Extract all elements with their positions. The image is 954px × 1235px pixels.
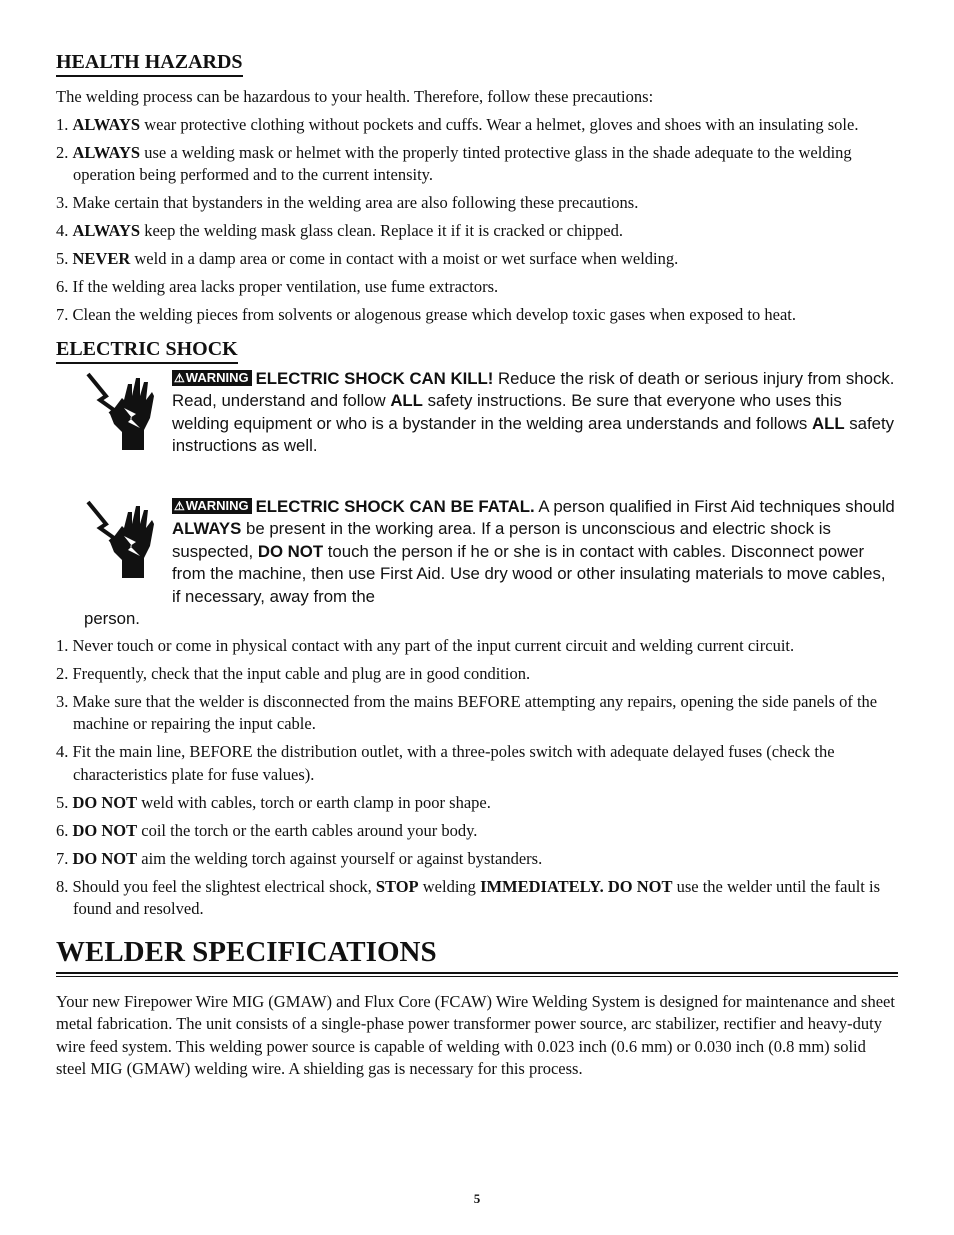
electric-shock-item: 6. DO NOT coil the torch or the earth cables around your body. [56,820,478,840]
warning-triangle-icon: ⚠ [174,498,185,513]
electric-shock-item: 7. DO NOT aim the welding torch against yourself or against bystanders. [56,848,543,868]
warning-title-kill: ELECTRIC SHOCK CAN KILL! [255,368,494,388]
warning-block-kill [56,368,898,458]
health-hazard-item: 6. If the welding area lacks proper ventilation, use fume extractors. [56,277,499,296]
warning-title-fatal: ELECTRIC SHOCK CAN BE FATAL. [255,496,535,516]
health-hazard-item: 7. Clean the welding pieces from solvents or alogenous grease which develop toxic gases when exposed to heat. [56,305,797,324]
electric-shock-list [56,635,898,921]
warning-triangle-icon: ⚠ [174,370,185,385]
electric-shock-item: 8. Should you feel the slightest electrical shock, STOP welding IMMEDIATELY. DO NOT use the welder until the fault is found and resolved. [56,876,881,918]
page-number: 5 [473,1191,481,1206]
electric-shock-hand-icon [84,498,156,580]
welder-specifications-body: Your new Firepower Wire MIG (GMAW) and Flux Core (FCAW) Wire Welding System is designed for maintenance and sheet metal fabrication. The unit consists of a single-phase power transformer power source, arc stabilizer, rectifier and heavy-duty wire feed system. This welding power source is capable of welding with 0.023 inch (0.6 mm) or 0.030 inch (0.8 mm) solid steel MIG (GMAW) welding wire. A shielding gas is necessary for this process. [56,991,895,1078]
electric-shock-item: 2. Frequently, check that the input cable and plug are in good condition. [56,663,531,683]
health-hazards-heading: HEALTH HAZARDS [56,50,243,77]
health-hazard-item: 1. ALWAYS wear protective clothing without pockets and cuffs. Wear a helmet, gloves and shoes with an insulating sole. [56,114,859,134]
warning-text-fatal-tail: person. [84,609,140,628]
welder-specifications-heading: WELDER SPECIFICATIONS [56,935,898,974]
electric-shock-item: 3. Make sure that the welder is disconnected from the mains BEFORE attempting any repairs, opening the side panels of the machine or repairing the input cable. [56,691,878,733]
health-hazard-item: 4. ALWAYS keep the welding mask glass clean. Replace it if it is cracked or chipped. [56,221,623,240]
health-hazard-item: 2. ALWAYS use a welding mask or helmet with the properly tinted protective glass in the shade adequate to the welding operation being performed and to the current intensity. [56,142,852,184]
health-hazards-intro: The welding process can be hazardous to your health. Therefore, follow these precautions: [56,87,654,106]
health-hazard-item: 3. Make certain that bystanders in the welding area are also following these precautions. [56,193,639,212]
warning-badge: ⚠WARNING [172,370,252,386]
warning-text-fatal: ⚠WARNING ELECTRIC SHOCK CAN BE FATAL. A person qualified in First Aid techniques should ALWAYS be present in the working area. If a person is unconscious and electric shock is suspected, DO NOT touch the person if he or she is in contact with cables. Disconnect power from the machine, then use First Aid. Use dry wood or other insulating materials to move cables, if necessary, away from the [172,496,895,606]
health-hazards-list [56,114,898,327]
warning-badge: ⚠WARNING [172,498,252,514]
warning-text-kill: ⚠WARNING ELECTRIC SHOCK CAN KILL! Reduce the risk of death or serious injury from shock. Read, understand and follow ALL safety instructions. Be sure that everyone who uses this welding equipment or who is a bystander in the welding area understands and follows ALL safety instructions as well. [172,368,895,455]
electric-shock-heading: ELECTRIC SHOCK [56,337,238,364]
electric-shock-item: 1. Never touch or come in physical contact with any part of the input current circuit and welding current circuit. [56,635,795,655]
heading-double-rule [56,976,898,977]
health-hazard-item: 5. NEVER weld in a damp area or come in contact with a moist or wet surface when welding. [56,249,679,268]
electric-shock-item: 5. DO NOT weld with cables, torch or earth clamp in poor shape. [56,792,491,812]
electric-shock-item: 4. Fit the main line, BEFORE the distribution outlet, with a three-poles switch with adequate delayed fuses (check the characteristics plate for fuse values). [56,742,835,784]
document-page [56,50,898,1081]
electric-shock-section [56,337,898,921]
electric-shock-hand-icon [84,370,156,452]
warning-block-fatal [56,496,898,609]
